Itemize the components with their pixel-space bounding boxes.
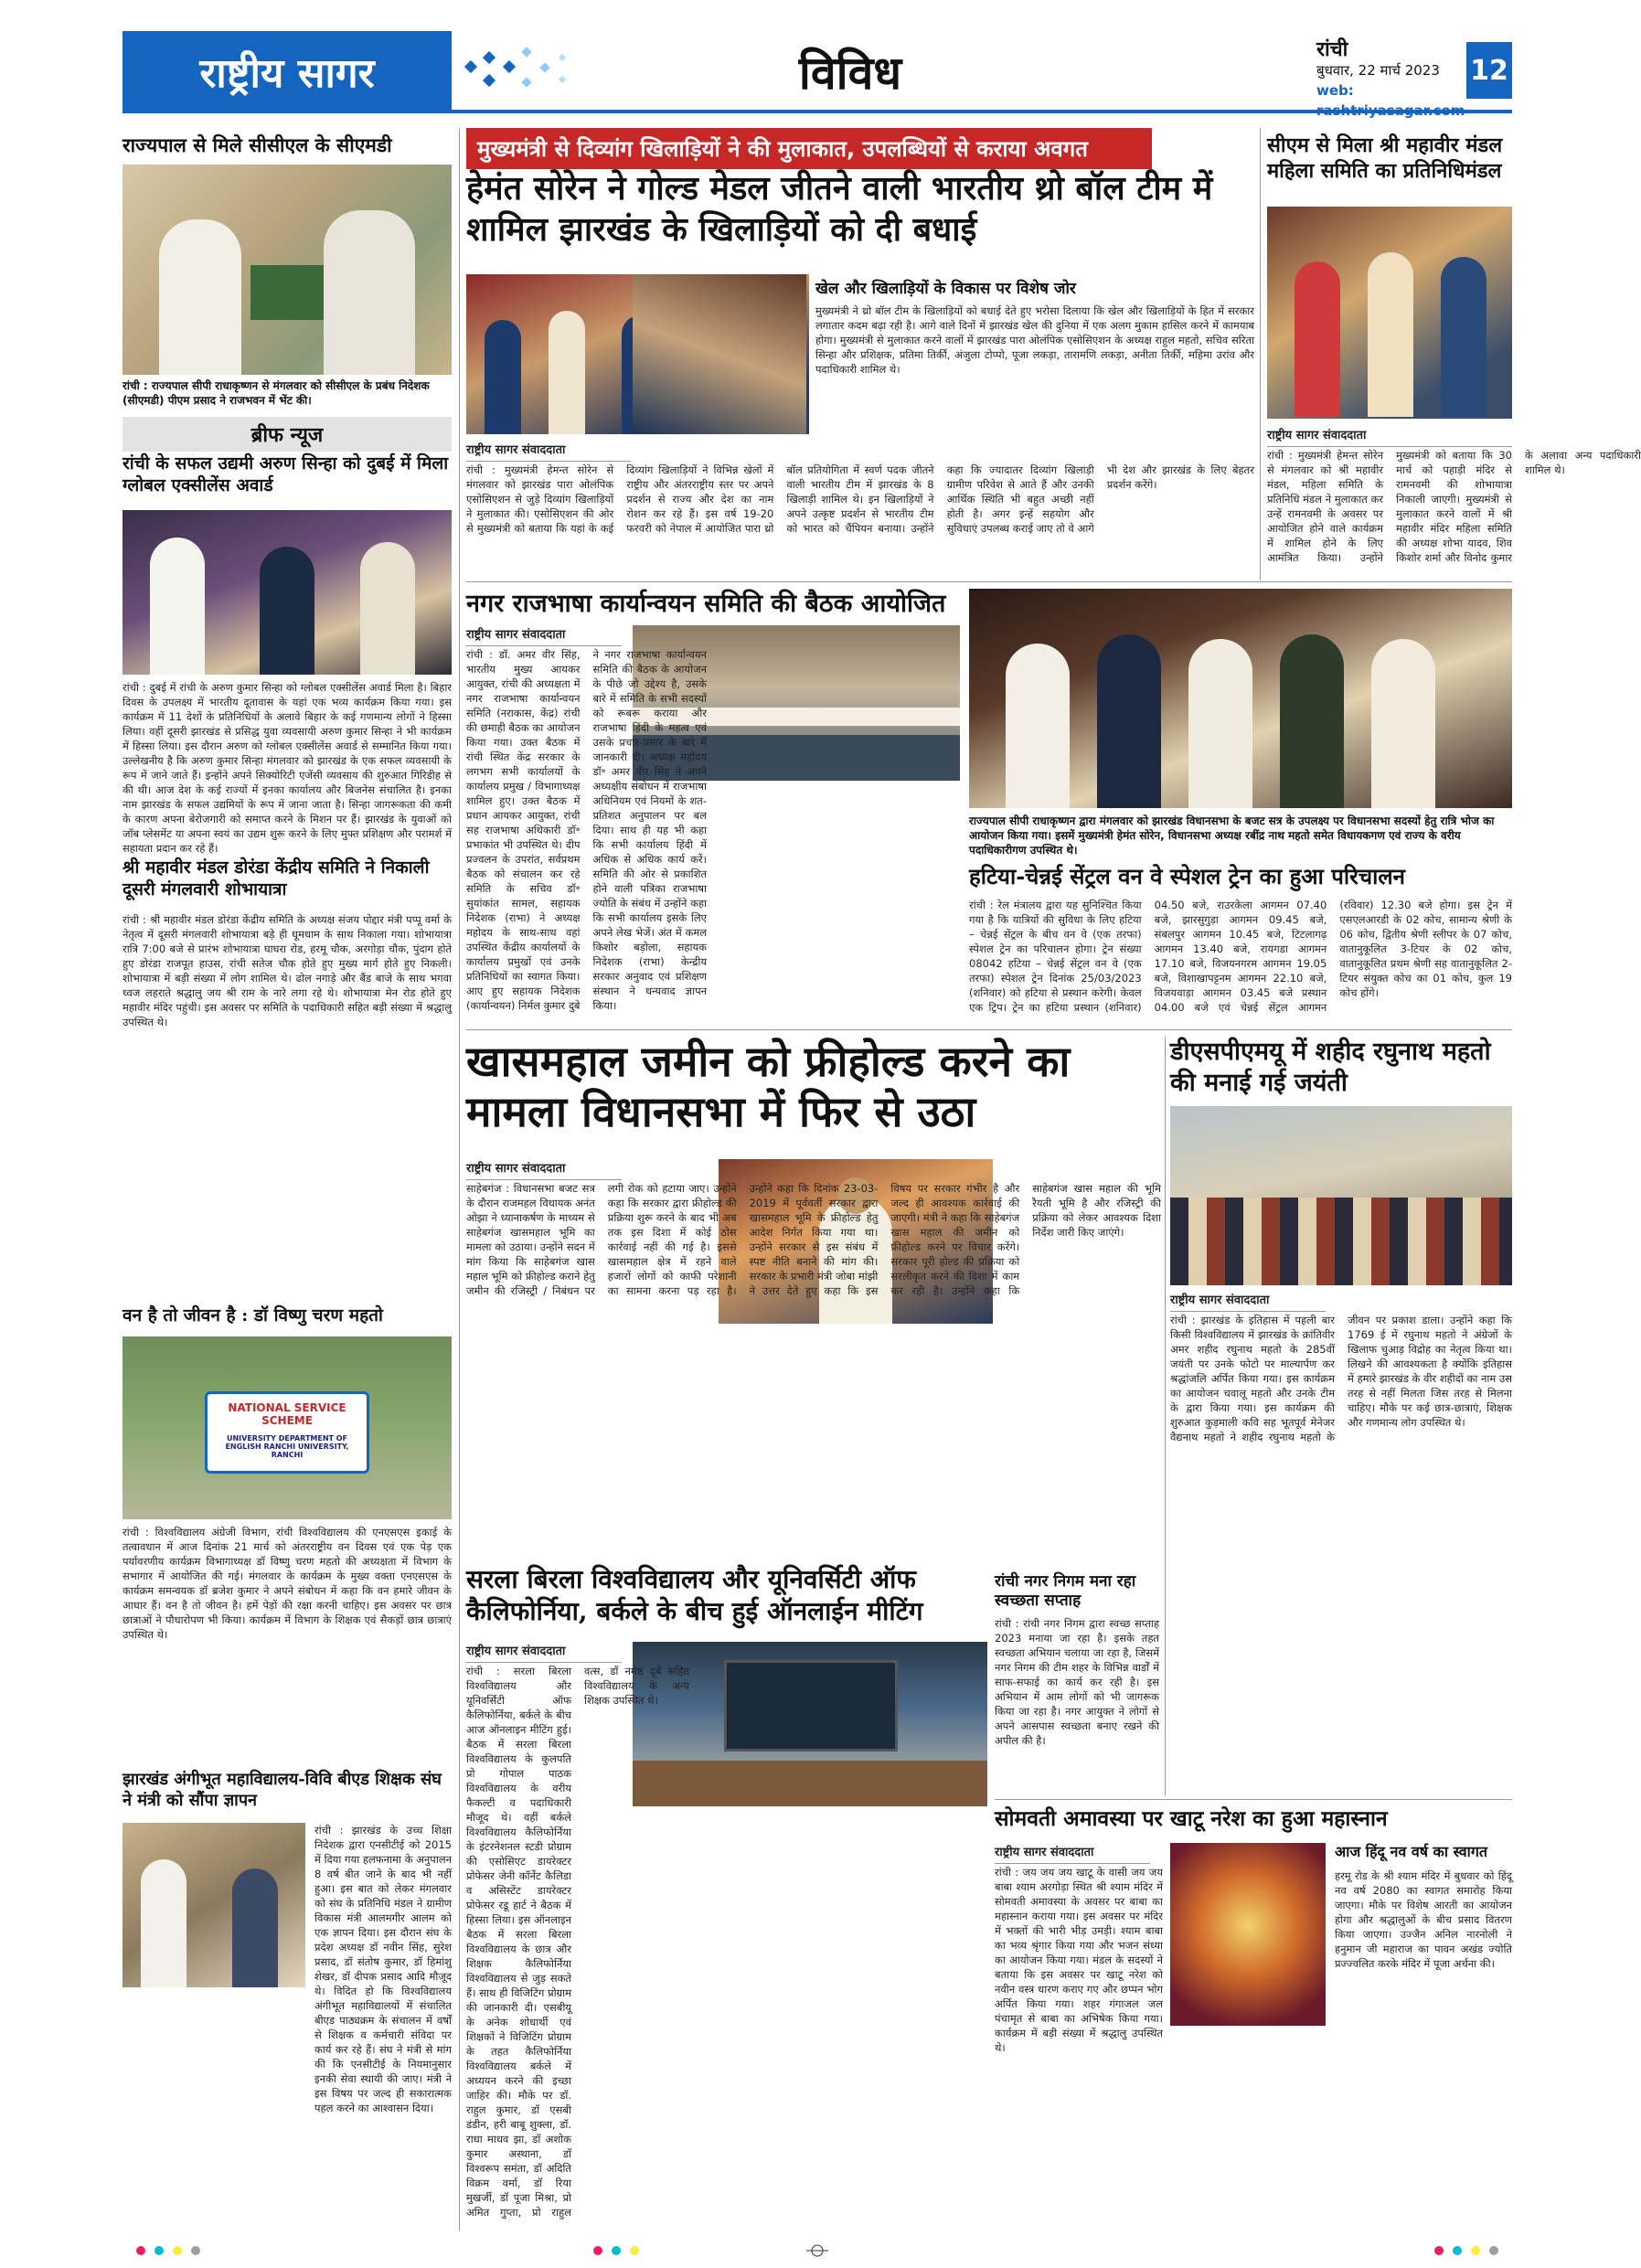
masthead-rule bbox=[123, 110, 1512, 113]
nss-banner-sub: UNIVERSITY DEPARTMENT OF ENGLISH RANCHI UNIVERSITY, RANCHI bbox=[225, 1434, 349, 1459]
dateline-city: रांची bbox=[1316, 38, 1348, 61]
khasmahal-byline: राष्ट्रीय सागर संवाददाता bbox=[466, 1159, 622, 1180]
dsp-headline: डीएसपीएमयू में शहीद रघुनाथ महतो की मनाई गई जयंती bbox=[1170, 1038, 1491, 1097]
khatu-photo bbox=[1170, 1843, 1326, 2026]
dateline-date: बुधवार, 22 मार्च 2023 bbox=[1316, 62, 1440, 79]
mahila-byline: राष्ट्रीय सागर संवाददाता bbox=[1267, 426, 1512, 447]
rajbhasha-body bbox=[466, 647, 960, 1022]
assembly-caption: राज्यपाल सीपी राधाकृष्णन द्वारा मंगलवार को झारखंड विधानसभा के बजट सत्र के उपलक्ष्य पर विधानसभा सदस्यों हेतु रात्रि भोज का आयोजन किया गया। इसमें मुख्यमंत्री हेमंत सोरेन, विधानसभा अध्यक्ष रबींद्र नाथ महतो समेत विधायकगण एवं राज्य के वरीय पदाधिकारीगण उपस्थित थे। bbox=[969, 815, 1495, 857]
arun-photo bbox=[123, 510, 452, 675]
nigam-headline: रांची नगर निगम मना रहा स्वच्छता सप्ताह bbox=[995, 1572, 1136, 1611]
mahavir-headline: श्री महावीर मंडल डोरंडा केंद्रीय समिति ने निकाली दूसरी मंगलवारी शोभायात्रा bbox=[123, 857, 430, 900]
brief-news-label: ब्रीफ न्यूज bbox=[123, 417, 452, 452]
lead-headline: हेमंत सोरेन ने गोल्ड मेडल जीतने वाली भारतीय थ्रो बॉल टीम में शामिल झारखंड के खिलाड़ियों को दी बधाई bbox=[466, 169, 1213, 249]
sarla-byline: राष्ट्रीय सागर संवाददाता bbox=[466, 1642, 622, 1663]
lead-kicker: मुख्यमंत्री से दिव्यांग खिलाड़ियों ने की मुलाकात, उपलब्धियों से कराया अवगत bbox=[466, 128, 1152, 169]
rajbhasha-body-text: रांची : डॉ. अमर वीर सिंह, भारतीय मुख्य आयकर आयुक्त, रांची की अध्यक्षता में नगर राजभाषा कार्यान्वयन समिति (नराकास, केंद्र) रांची की छमाही बैठक का आयोजन किया गया। उक्त बैठक में रांची स्थित केंद्र सरकार के लगभग सभी कार्यालयों के कार्यालय प्रमुख / विभागाध्यक्ष शामिल हुए। उक्त बैठक में प्रधान आयकर आयुक्त, रांची सह राजभाषा अधिकारी डॉ॰ प्रभाकांत भी उपस्थित थे। दीप प्रज्वलन के उपरांत, सर्वप्रथम बैठक को संचालन कर रहे समिति के सचिव डॉ॰ सुयांकांत सामल, सहायक निदेशक (राभा) ने अध्यक्ष महोदय के साथ-साथ वहां उपस्थित केंद्रीय कार्यालयों के कार्यालय प्रमुखों एवं उनके प्रतिनिधियों का स्वागत किया। आए हुए सहायक निदेशक (कार्यान्वयन) निर्मल कुमार दुबे ने नगर राजभाषा कार्यान्वयन समिति की बैठक के आयोजन के पीछे जो उद्देश्य है, उसके बारे में समिति के सभी सदस्यों को रूबरू कराया और राजभाषा हिंदी के महत्व एवं उसके प्रचार-प्रसार के बारे में जानकारी दी। अध्यक्ष महोदय डॉ॰ अमर वीर सिंह ने अपने अध्यक्षीय संबोधन में राजभाषा अधिनियम एवं नियमों के शत-प्रतिशत अनुपालन पर बल दिया। साथ ही यह भी कहा कि सभी कार्यालय हिंदी में अधिक से अधिक कार्य करें। समिति की ओर से प्रकाशित होने वाली पत्रिका राजभाषा ज्योति के संबंध में उन्होंने कहा कि सभी कार्यालय इसके लिए अपने लेख भेजें। अंत में कमल किशोर बड़ोला, सहायक निदेशक (राभा) केन्द्रीय सरकार अनुवाद एवं प्रशिक्षण संस्थान ने धन्यवाद ज्ञापन किया। bbox=[466, 648, 707, 1012]
nigam-body: रांची : रांची नगर निगम द्वारा स्वच्छ सप्ताह 2023 मनाया जा रहा है। इसके तहत स्वच्छता अभियान चलाया जा रहा है, जिसमें नगर निगम की टीम शहर के विभिन्न वार्डों में साफ-सफाई का कार्य कर रही है। इस अभियान में आम लोगों को भी जागरूक किया जा रहा है। नगर आयुक्त ने लोगों से अपने आसपास स्वच्छता बनाए रखने की अपील की है। bbox=[995, 1617, 1159, 1747]
dateline bbox=[1316, 40, 1463, 121]
lead-subhead-body: मुख्यमंत्री ने थ्रो बॉल टीम के खिलाड़ियों को बधाई देते हुए भरोसा दिलाया कि खेल और खिलाड़ियों के हित में सरकार लगातार कदम बढ़ा रही है। आगे वाले दिनों में झारखंड खेल की दुनिया में एक अलग मुकाम हासिल करने में कामयाब होगा। मुख्यमंत्री से मुलाकात करने वालों में झारखंड पारा ओलंपिक एसोसिएशन के अध्यक्ष राहुल महतो, सचिव सरिता सिन्हा और प्रशिक्षक, प्रतिमा तिर्की, अंजुला टोप्पो, पूजा लकड़ा, तारामणि लकड़ा, अनीता तिर्की, महिमा उरांव और पदाधिकारी शामिल थे। bbox=[815, 304, 1254, 376]
dsp-byline: राष्ट्रीय सागर संवाददाता bbox=[1170, 1291, 1326, 1312]
train-headline: हटिया-चेन्नई सेंट्रल वन वे स्पेशल ट्रेन का हुआ परिचालन bbox=[969, 863, 1405, 889]
teachers-headline: झारखंड अंगीभूत महाविद्यालय-विवि बीएड शिक्षक संघ ने मंत्री को सौंपा ज्ञापन bbox=[123, 1770, 442, 1810]
mahila-headline: सीएम से मिला श्री महावीर मंडल महिला समिति का प्रतिनिधिमंडल bbox=[1267, 133, 1503, 183]
page-number: 12 bbox=[1466, 42, 1512, 99]
vishnu-photo bbox=[123, 1336, 452, 1519]
right-column-rule bbox=[1260, 128, 1261, 580]
mahila-body: रांची : मुख्यमंत्री हेमन्त सोरेन से मंगलवार को श्री महावीर मंडल, महिला समिति के प्रतिनिधि मंडल ने मुलाकात कर उन्हें रामनवमी के अवसर पर आयोजित होने वाले कार्यक्रम में शामिल होने के लिए आमंत्रित किया। उन्होंने मुख्यमंत्री को बताया कि 30 मार्च को पहाड़ी मंदिर से रामनवमी की शोभायात्रा निकाली जाएगी। मुख्यमंत्री से मुलाकात करने वालों में श्री महावीर मंदिर महिला समिति की अध्यक्ष शोभा यादव, शिव किशोर शर्मा और विनोद कुमार के अलावा अन्य पदाधिकारी शामिल थे। bbox=[1267, 449, 1641, 564]
lead-byline: राष्ट्रीय सागर संवाददाता bbox=[466, 441, 631, 462]
khasmahal-headline: खासमहाल जमीन को फ्रीहोल्ड करने का मामला विधानसभा में फिर से उठा bbox=[466, 1037, 1071, 1137]
train-body: रांची : रेल मंत्रालय द्वारा यह सुनिश्चित किया गया है कि यात्रियों की सुविधा के लिए हटिया – चेन्नई सेंट्रल के बीच वन वे (एक तरफा) स्पेशल ट्रेन का परिचालन होगा। ट्रेन संख्या 08042 हटिया – चेन्नई सेंट्रल वन वे (एक तरफा) स्पेशल ट्रेन दिनांक 25/03/2023 (शनिवार) को हटिया से प्रस्थान करेगी। केवल एक ट्रिप। ट्रेन का हटिया प्रस्थान (शनिवार) 04.50 बजे, राउरकेला आगमन 07.40 बजे, झारसुगुड़ा आगमन 09.45 बजे, संबलपुर आगमन 10.45 बजे, टिटलागढ़ आगमन 13.40 बजे, रायगडा आगमन 17.10 बजे, विजयनगरम आगमन 19.05 बजे, विशाखापट्टनम आगमन 22.10 बजे, विजयवाड़ा आगमन 03.45 बजे प्रस्थान 04.00 बजे एवं चेन्नई सेंट्रल आगमन (रविवार) 12.30 बजे होगा। इस ट्रेन में एसएलआरडी के 02 कोच, सामान्य श्रेणी के 06 कोच, द्वितीय श्रेणी स्लीपर के 07 कोच, वातानुकूलित 3-टियर के 02 कोच, वातानुकूलित प्रथम श्रेणी सह वातानुकूलित 2-टियर संयुक्त कोच का 01 कोच, कुल 19 कोच होंगे। bbox=[969, 899, 1512, 1014]
left-column-rule bbox=[459, 128, 460, 2231]
arun-body: रांची : दुबई में रांची के अरुण कुमार सिन्हा को ग्लोबल एक्सीलेंस अवार्ड मिला है। बिहार दिवस के उपलक्ष्य में भारतीय दूतावास के यहां एक भव्य कार्यक्रम किया गया। इस कार्यक्रम में 11 देशों के प्रतिनिधियों के अलावे बिहार के कई गणमान्य लोगों ने हिस्सा लिया। वहीं दूसरी झारखंड से प्रसिद्ध युवा व्यवसायी अरुण कुमार सिन्हा ने भी कार्यक्रम में हिस्सा लिया। इस दौरान अरुण को ग्लोबल एक्सीलेंस अवार्ड से सम्मानित किया गया। उल्लेखनीय है कि अरुण कुमार सिन्हा मंगलवार को झारखंड के एक सफल व्यवसायी के रूप में जाने जाते हैं। इन्होंने अपने सिक्योरिटी एजेंसी व्यवसाय की शुरुआत गिरिडीह से की थी। आज देश के कई राज्यों में इनका कार्यालय और बिजनेस संचालित है। इनका नाम झारखंड के सफल उद्यमियों के रूप में जाना जाता है। सिन्हा जागरूकता की कमी के कारण अपना बेरोजगारी को समाप्त करने के मिशन पर हैं। झारखंड के युवाओं को जॉब प्लेसमेंट या अपना स्वयं का उद्यम शुरू करने के लिए मुफ्त प्रशिक्षण और परामर्श में सहायता प्रदान कर रहे हैं। bbox=[123, 681, 452, 855]
newyear-headline: आज हिंदू नव वर्ष का स्वागत bbox=[1335, 1843, 1487, 1860]
arun-headline: रांची के सफल उद्यमी अरुण सिन्हा को दुबई में मिला ग्लोबल एक्सीलेंस अवार्ड bbox=[123, 453, 449, 495]
mid-rule-2 bbox=[466, 1029, 1512, 1030]
mid-rule-1 bbox=[466, 581, 1512, 582]
mahavir-body: रांची : श्री महावीर मंडल डोरंडा केंद्रीय समिति के अध्यक्ष संजय पोद्दार मंत्री पप्पू वर्मा के नेतृत्व में दूसरी मंगलवारी शोभायात्रा बड़े ही धूमधाम के साथ निकाला गया। शोभायात्रा रात्रि 7:00 बजे से प्रारंभ शोभायात्रा घाघरा रोड, हरमू चौक, अरगोड़ा चौक, पुंदाग होते हुए डोरंडा राजपूत हाउस, रांची सतेज चौक होते हुए मुख्य मार्ग होते हुए निकली। शोभायात्रा में बड़ी संख्या में लोग शामिल थे। ढोल नगाड़े और बैंड बाजे के साथ भगवा ध्वज लहराते श्रद्धालु जय श्री राम के नारे लगा रहे थे। शोभायात्रा मेन रोड होते हुए महावीर मंदिर पहुंची। इस अवसर पर समिति के पदाधिकारी सहित बड़ी संख्या में श्रद्धालु उपस्थित थे। bbox=[123, 913, 452, 1028]
vishnu-headline: वन है तो जीवन है : डॉ विष्णु चरण महतो bbox=[123, 1305, 383, 1326]
masthead bbox=[0, 0, 1604, 115]
dsp-body: रांची : झारखंड के इतिहास में पहली बार किसी विश्वविद्यालय में झारखंड के क्रांतिवीर अमर शहीद रघुनाथ महतो के 285वीं जयंती पर उनके फोटो पर माल्यार्पण कर श्रद्धांजलि अर्पित किया गया। इस कार्यक्रम का आयोजन चवालू महतो और उनके टीम के द्वारा किया गया। इस कार्यक्रम की शुरुआत कुड़माली कवि सह भूतपूर्व मेनेजर वैद्यनाथ महतो ने शहीद रघुनाथ महतो के जीवन पर प्रकाश डाला। उन्होंने कहा कि 1769 ई में रघुनाथ महतो ने अंग्रेजों के खिलाफ चुआड़ विद्रोह का नेतृत्व किया था। लिखने की आवश्यकता है क्योंकि इतिहास में हमारे झारखंड के वीर शहीदों का नाम उस तरह से नहीं मिलता जिस तरह से मिलना चाहिए। मौके पर कई छात्र-छात्राएं, शिक्षक और गणमान्य लोग उपस्थित थे। bbox=[1170, 1314, 1512, 1443]
newyear-body: हरमू रोड के श्री श्याम मंदिर में बुधवार को हिंदू नव वर्ष 2080 का स्वागत समारोह किया जाएगा। मौके पर विशेष आरती का आयोजन होगा और श्रद्धालुओं के बीच प्रसाद वितरण किया जाएगा। उज्जैन अनिल नारनोली ने हनुमान जी महाराज का पावन अखंड ज्योति प्रज्ज्वलित करके मंदिर में पूजा अर्चना की। bbox=[1335, 1869, 1512, 1970]
teachers-body: रांची : झारखंड के उच्च शिक्षा निदेशक द्वारा एनसीटीई को 2015 में दिया गया हलफनामा के अनुपालन 8 वर्ष बीत जाने के बाद भी नहीं हुआ। इस बात को लेकर मंगलवार को संघ के प्रतिनिधि मंडल ने ग्रामीण विकास मंत्री आलमगीर आलम को एक ज्ञापन दिया। इस दौरान संघ के प्रदेश अध्यक्ष डॉ नवीन सिंह, सुरेश प्रसाद, डॉ संतोष कुमार, डॉ हिमांशु शेखर, डॉ दीपक प्रसाद आदि मौजूद थे। विदित हो कि विश्वविद्यालय अंगीभूत महाविद्यालयों में संचालित बीएड पाठ्यक्रम के संचालन में वर्षों से शिक्षक व कर्मचारी संविदा पर कार्य कर रहे हैं। संघ ने मंत्री से मांग की कि एनसीटीई के नियमानुसार इनकी सेवा स्थायी की जाए। मंत्री ने इस विषय पर जल्द ही सकारात्मक पहल करने का आश्वासन दिया। bbox=[314, 1824, 452, 2114]
khasmahal-body: साहेबगंज : विधानसभा बजट सत्र के दौरान राजमहल विधायक अनंत ओझा ने ध्यानाकर्षण के माध्यम से साहेबगंज खासमहाल भूमि का मामला को उठाया। उन्होंने सदन में मांग किया कि साहेबगंज खास महाल भूमि को फ्रीहोल्ड कराने हेतु जमीन की रजिस्ट्री / निबंधन पर लगी रोक को हटाया जाए। उन्होंने कहा कि सरकार द्वारा फ्रीहोल्ड की प्रक्रिया शुरू करने के बाद भी अब तक इस दिशा में कोई ठोस कार्रवाई नहीं की गई है। इससे खासमहाल क्षेत्र में रहने वाले हजारों लोगों को काफी परेशानी का सामना करना पड़ रहा है। उन्होंने कहा कि दिनांक 23-03-2019 में पूर्ववर्ती सरकार द्वारा खासमहाल भूमि के फ्रीहोल्ड हेतु आदेश निर्गत किया गया था। उन्होंने सरकार से इस संबंध में स्पष्ट नीति बनाने की मांग की। सरकार के प्रभारी मंत्री जोबा मांझी ने उत्तर देते हुए कहा कि इस विषय पर सरकार गंभीर है और जल्द ही आवश्यक कार्रवाई की जाएगी। मंत्री ने कहा कि साहेबगंज खास महाल की जमीन को फ्रीहोल्ड करने पर विचार करेंगे। सरकार पूरी होल्ड की प्रक्रिया को सरलीकृत करने की दिशा में काम कर रही है। उन्होंने कहा कि साहेबगंज खास महाल की भूमि रैयती भूमि है और रजिस्ट्री की प्रक्रिया को लेकर आवश्यक दिशा निर्देश जारी किए जाएंगे। bbox=[466, 1182, 1161, 1297]
sarla-body: रांची : सरला बिरला विश्वविद्यालय और यूनिवर्सिटी ऑफ कैलिफोर्निया, बर्कले के बीच आज ऑनलाइन मीटिंग हुई। बैठक में सरला बिरला विश्वविद्यालय के कुलपति प्रो गोपाल पाठक विश्वविद्यालय के वरीय फैकल्टी व पदाधिकारी मौजूद थे। वहीं बर्कले विश्वविद्यालय कैलिफोर्निया के इंटरनेशनल स्टडी प्रोग्राम की एसोसिएट डायरेक्टर प्रोफेसर जेनी कॉर्नेट कैलिडा व असिस्टेंट डायरेक्टर प्रोफेसर रडू हार्ट ने बैठक में हिस्सा लिया। इस ऑनलाइन बैठक में सरला बिरला विश्वविद्यालय के छात्र और शिक्षक कैलिफोर्निया विश्वविद्यालय से जुड़ सकते हैं। साथ ही विजिटिंग प्रोग्राम की जानकारी दी। एसबीयू के अनेक शोधार्थी एवं शिक्षकों ने विजिटिंग प्रोग्राम के तहत कैलिफोर्निया विश्वविद्यालय बर्कले में अध्ययन करने की इच्छा जाहिर की। मौके पर डॉ. राहुल कुमार, डॉ एसबी डंडीन, हरी बाबू शुक्ला, डॉ. राधा माधव झा, डॉ अशोक कुमार अस्थाना, डॉ विश्वरूप समंता, डॉ अदिति विक्रम वर्मा, डॉ रिया मुखर्जी, डॉ पूजा मिश्रा, प्रो अमित गुप्ता, प्रो राहुल वत्स, डॉ नमेष्ठ दूबे सहित विश्वविद्यालय के अन्य शिक्षक उपस्थित थे। bbox=[466, 1665, 689, 2219]
khatu-headline: सोमवती अमावस्या पर खाटू नरेश का हुआ महास्नान bbox=[995, 1806, 1388, 1831]
governor-headline: राज्यपाल से मिले सीसीएल के सीएमडी bbox=[123, 133, 392, 156]
governor-caption: रांची : राज्यपाल सीपी राधाकृष्णन से मंगलवार को सीसीएल के प्रबंध निदेशक (सीएमडी) पीएम प्रसाद ने राजभवन में भेंट की। bbox=[123, 379, 430, 407]
dsp-photo bbox=[1170, 1106, 1512, 1285]
footer-decoration-icon bbox=[123, 2244, 1512, 2257]
newspaper-logo bbox=[123, 31, 452, 112]
rajbhasha-headline: नगर राजभाषा कार्यान्वयन समिति की बैठक आयोजित bbox=[466, 590, 946, 618]
lead-body: रांची : मुख्यमंत्री हेमन्त सोरेन से मंगलवार को झारखंड पारा ओलंपिक एसोसिएशन से जुड़े दिव्यांग खिलाड़ियों ने मुलाकात की। एसोसिएशन की ओर से मुख्यमंत्री को बताया कि यहां के कई दिव्यांग खिलाड़ियों ने विभिन्न खेलों में राष्ट्रीय और अंतरराष्ट्रीय स्तर पर अपने प्रदर्शन से राज्य और देश का नाम रोशन कर रहे हैं। इस वर्ष 19-20 फरवरी को नेपाल में आयोजित पारा थ्रो बॉल प्रतियोगिता में स्वर्ण पदक जीतने वाली भारतीय टीम में झारखंड के 8 खिलाड़ी शामिल थे। इन खिलाड़ियों ने अपने उत्कृष्ट प्रदर्शन से भारतीय टीम को भारत को चैंपियन बनाया। उन्होंने कहा कि ज्यादातर दिव्यांग खिलाड़ी ग्रामीण परिवेश से आते हैं और उनकी आर्थिक स्थिति भी बहुत अच्छी नहीं होती है। अगर इन्हें सहयोग और सुविधाएं उपलब्ध कराई जाए तो वे आगे भी देश और झारखंड के लिए बेहतर प्रदर्शन करेंगे। bbox=[466, 463, 1254, 535]
sarla-headline: सरला बिरला विश्वविद्यालय और यूनिवर्सिटी ऑफ कैलिफोर्निया, बर्कले के बीच हुई ऑनलाईन मीटिंग bbox=[466, 1564, 923, 1626]
section-title: विविध bbox=[798, 46, 902, 100]
mahila-photo bbox=[1267, 207, 1512, 419]
rajbhasha-byline: राष्ट्रीय सागर संवाददाता bbox=[466, 625, 622, 646]
decorative-dots-icon bbox=[457, 35, 640, 108]
dateline-web: web: bbox=[1316, 82, 1354, 99]
mid-rule-3 bbox=[995, 1799, 1512, 1800]
lead-photo-2 bbox=[633, 274, 806, 434]
vishnu-body: रांची : विश्वविद्यालय अंग्रेजी विभाग, रांची विश्वविद्यालय की एनएसएस इकाई के तत्वावधान में आज दिनांक 21 मार्च को अंतरराष्ट्रीय वन दिवस एवं एक पेड़ एक पर्यावरणीय कार्यक्रम विभागाध्यक्ष डॉ विष्णु चरण महतो की अध्यक्षता में विभाग के सभागार में आयोजित की गई। मंगलवार के कार्यक्रम के मुख्य वक्ता एनएसएस के कार्यक्रम समन्वयक डॉ ब्रजेश कुमार ने अपने संबोधन में कहा कि वन हमारे जीवन के आधार हैं। वन है तो जीवन है। हमें पेड़ों की रक्षा करनी चाहिए। इस अवसर पर छात्र छात्राओं ने पौधारोपण भी किया। कार्यक्रम में विभाग के शिक्षक एवं सैकड़ों छात्र छात्राएं उपस्थित थे। bbox=[123, 1526, 452, 1641]
lead-subhead: खेल और खिलाड़ियों के विकास पर विशेष जोर bbox=[815, 280, 1076, 298]
right-column-rule-2 bbox=[1165, 1037, 1166, 1795]
logo-text: राष्ट्रीय सागर bbox=[199, 50, 375, 97]
nss-banner-title: NATIONAL SERVICE SCHEME bbox=[228, 1401, 346, 1427]
assembly-photo bbox=[969, 589, 1512, 808]
governor-photo bbox=[123, 165, 452, 375]
khatu-byline: राष्ट्रीय सागर संवाददाता bbox=[995, 1843, 1150, 1864]
khatu-body: रांची : जय जय जय खाटू के वासी जय जय बाबा श्याम अरगोड़ा स्थित श्री श्याम मंदिर में सोमवती अमावस्या के अवसर पर बाबा का महास्नान कराया गया। इस अवसर पर मंदिर में भक्तों की भारी भीड़ उमड़ी। श्याम बाबा का भव्य श्रृंगार किया गया और भजन संध्या का आयोजन किया गया। मंडल के सदस्यों ने बताया कि इस अवसर पर खाटू नरेश को नवीन वस्त्र धारण कराए गए और छप्पन भोग अर्पित किया गया। शहर गंगाजल जल पंचामृत से बाबा का अभिषेक किया गया। कार्यक्रम में बड़ी संख्या में श्रद्धालु उपस्थित थे। bbox=[995, 1866, 1163, 2054]
